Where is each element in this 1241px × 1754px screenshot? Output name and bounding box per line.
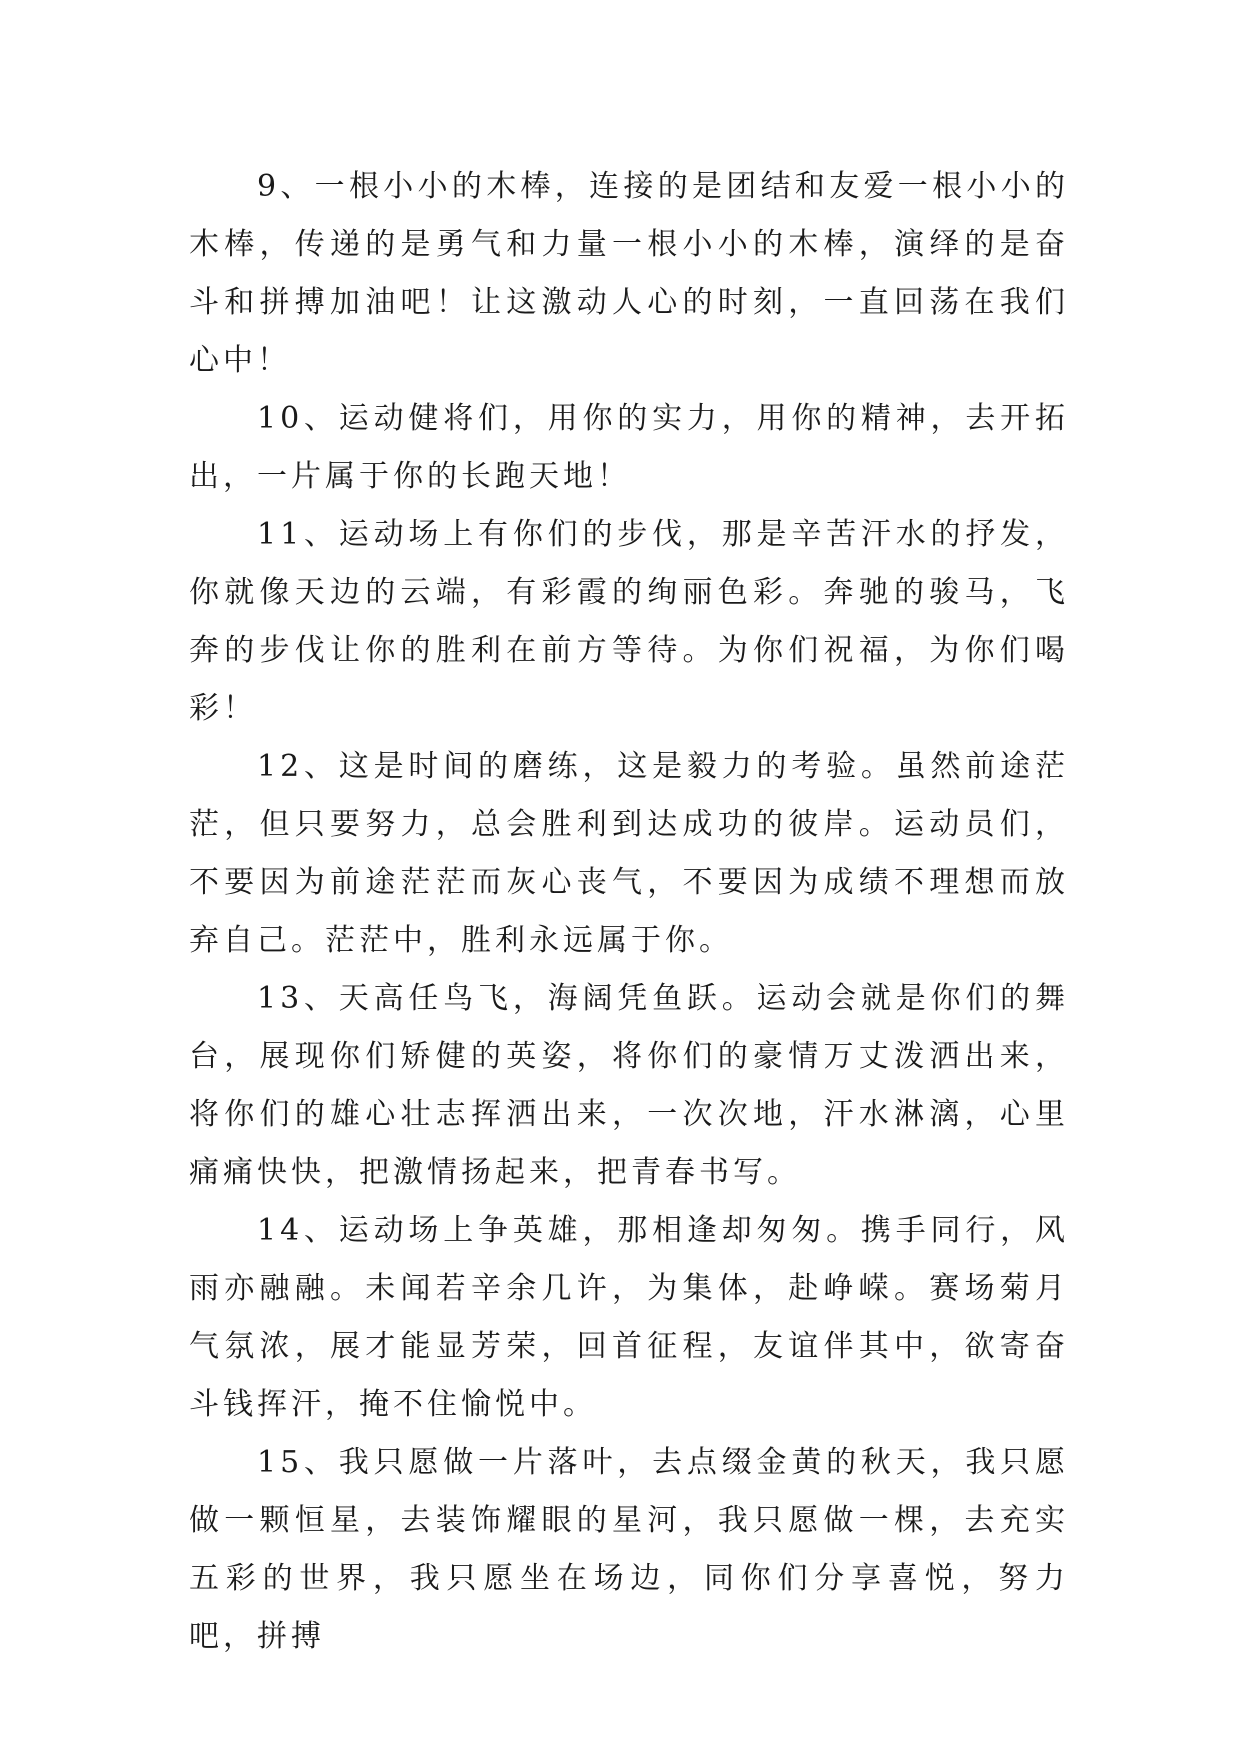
document-body	[189, 158, 1069, 1666]
paragraph-14: 14、运动场上争英雄，那相逢却匆匆。携手同行，风雨亦融融。未闻若辛余几许，为集体，赴峥嵘。赛场菊月气氛浓，展才能显芳荣，回首征程，友谊伴其中，欲寄奋斗钱挥汗，掩不住愉悦中。	[189, 1213, 1069, 1422]
paragraph-13: 13、天高任鸟飞，海阔凭鱼跃。运动会就是你们的舞台，展现你们矫健的英姿，将你们的豪情万丈泼洒出来，将你们的雄心壮志挥洒出来，一次次地，汗水淋漓，心里痛痛快快，把激情扬起来，把青春书写。	[189, 981, 1069, 1190]
paragraph-15: 15、我只愿做一片落叶，去点缀金黄的秋天，我只愿做一颗恒星，去装饰耀眼的星河，我只愿做一棵，去充实五彩的世界，我只愿坐在场边，同你们分享喜悦，努力吧，拼搏	[189, 1445, 1069, 1654]
paragraph-9: 9、一根小小的木棒，连接的是团结和友爱一根小小的木棒，传递的是勇气和力量一根小小的木棒，演绎的是奋斗和拼搏加油吧！让这激动人心的时刻，一直回荡在我们心中！	[189, 169, 1069, 378]
paragraph-12: 12、这是时间的磨练，这是毅力的考验。虽然前途茫茫，但只要努力，总会胜利到达成功的彼岸。运动员们，不要因为前途茫茫而灰心丧气，不要因为成绩不理想而放弃自己。茫茫中，胜利永远属于你。	[189, 749, 1069, 958]
paragraph-10: 10、运动健将们，用你的实力，用你的精神，去开拓出，一片属于你的长跑天地！	[189, 401, 1069, 494]
paragraph-11: 11、运动场上有你们的步伐，那是辛苦汗水的抒发，你就像天边的云端，有彩霞的绚丽色彩。奔驰的骏马，飞奔的步伐让你的胜利在前方等待。为你们祝福，为你们喝彩！	[189, 517, 1069, 726]
